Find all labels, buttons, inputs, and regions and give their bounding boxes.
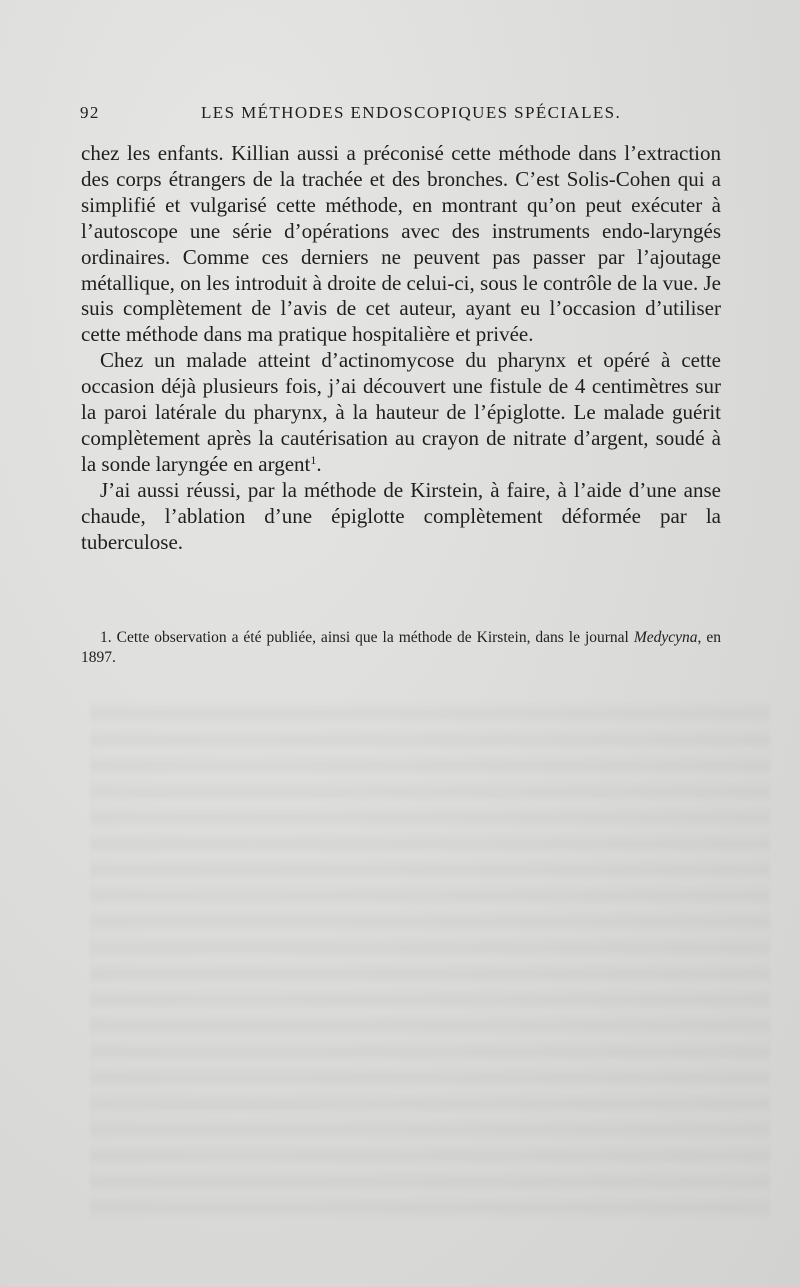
footnote-body: Cette observation a été publiée, ainsi que la méthode de Kirstein, dans le journal: [116, 629, 629, 646]
footnote-text: [81, 628, 721, 668]
body-text: [81, 141, 721, 556]
footnote-tail: , en 1897.: [81, 629, 722, 666]
footnote: [81, 628, 721, 668]
paragraph: J’ai aussi réussi, par la méthode de Kirstein, à faire, à l’aide d’une anse chaude, l’ablation d’une épiglotte complètement déformée par la tuberculose.: [81, 477, 721, 554]
show-through-texture: [90, 700, 770, 1220]
page-number: 92: [80, 103, 100, 122]
header-title: LES MÉTHODES ENDOSCOPIQUES SPÉCIALES.: [201, 103, 622, 122]
paragraph: [81, 348, 721, 478]
footnote-journal: Medycyna: [633, 629, 698, 646]
paragraph-text: Chez un malade atteint d’actinomycose du pharynx et opéré à cette occasion déjà plusieurs fois, j’ai découvert une fistule de 4 centimètres sur la paroi latérale du pharynx, à la hauteur de l’épiglotte. Le malade guérit complètement après la cautérisation au crayon de nitrate d’argent, soudé à la sonde laryngée en argent: [81, 348, 721, 476]
paragraph: chez les enfants. Killian aussi a préconisé cette méthode dans l’extraction des corps étrangers de la trachée et des bronches. C’est Solis-Cohen qui a simplifié et vulgarisé cette méthode, en montrant qu’on peut exécuter à l’autoscope une série d’opérations avec des instruments endo-laryngés ordinaires. Comme ces derniers ne peuvent pas passer par l’ajoutage métallique, on les introduit à droite de celui-ci, sous le contrôle de la vue. Je suis complètement de l’avis de cet auteur, ayant eu l’occasion d’utiliser cette méthode dans ma pratique hospitalière et privée.: [81, 141, 721, 347]
running-head: [80, 103, 720, 127]
footnote-ref: 1: [310, 452, 317, 467]
paragraph-end: .: [316, 451, 322, 476]
footnote-number: 1.: [100, 629, 112, 646]
